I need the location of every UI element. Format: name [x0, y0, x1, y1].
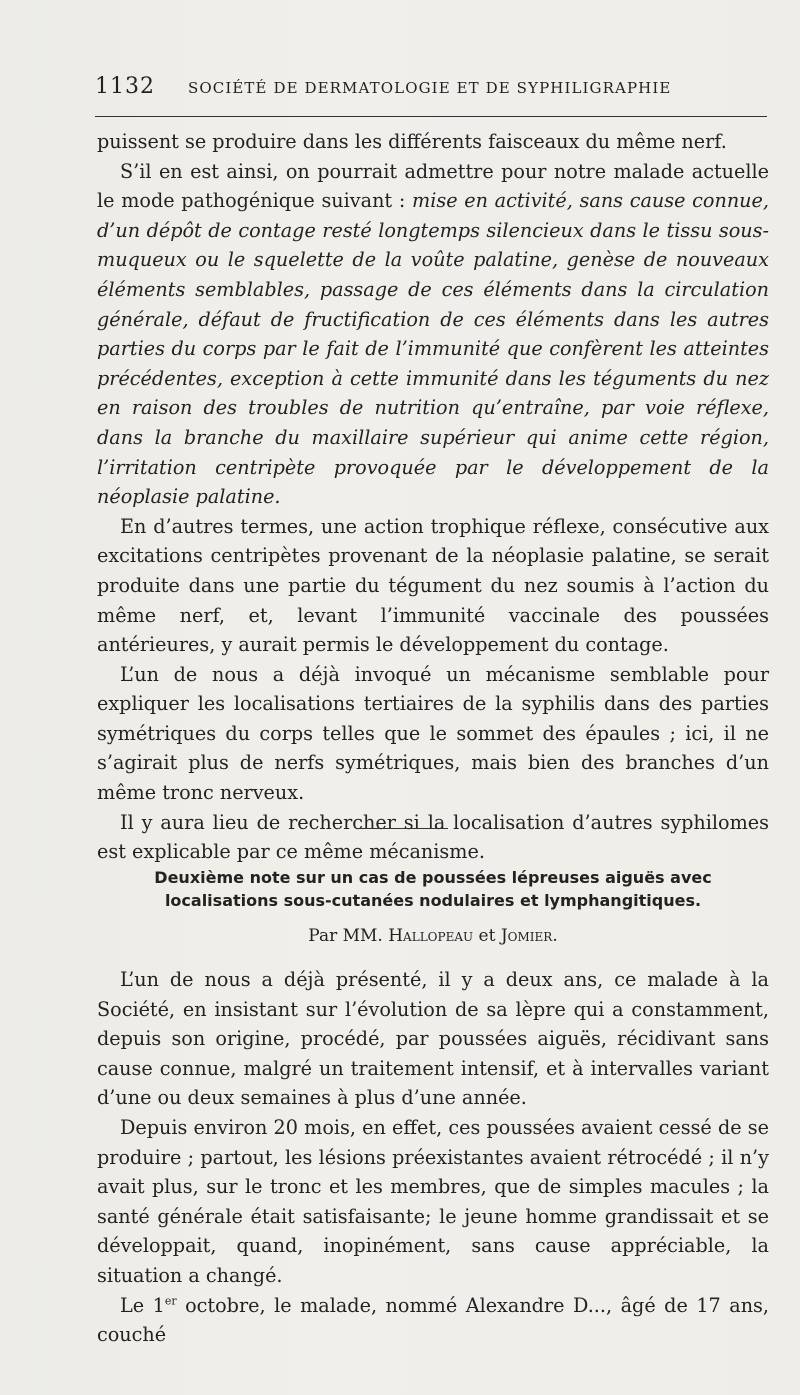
header-rule [95, 116, 767, 117]
paragraph: Depuis environ 20 mois, en effet, ces poussées avaient cessé de se produire ; partout, les lésions préexistantes avaient rétrocédé ; il n’y avait plus, sur le tronc et les membres, que de simples macules ; la santé générale était satisfaisante; le jeune homme grandissait et se développait, quand, inopinément, sans cause appréciable, la situation a changé. [97, 1115, 769, 1287]
section-title: Deuxième note sur un cas de poussées lépreuses aiguës avec localisations sous-cutanées nodulaires et lymphangitiques. [154, 868, 712, 910]
authors-line [97, 926, 769, 946]
author-name: Hallopeau [388, 926, 474, 946]
paragraph [97, 157, 769, 512]
article-continuation [97, 127, 769, 867]
page-number: 1132 [95, 74, 155, 99]
paragraph: En d’autres termes, une action trophique réflexe, consécutive aux excitations centripètes provenant de la néoplasie palatine, se serait produite dans une partie du tégument du nez soumis à l’action du même nerf, et, levant l’immunité vaccinale des poussées antérieures, y aurait permis le développement du contage. [97, 514, 769, 657]
paragraph-start: Le 1 [120, 1293, 165, 1317]
new-article-body [97, 965, 769, 1350]
paragraph: L’un de nous a déjà invoqué un mécanisme semblable pour expliquer les localisations tertiaires de la syphilis dans des parties symétriques du corps telles que le sommet des épaules ; ici, il ne s’agirait plus de nerfs symétriques, mais bien des branches d’un même tronc nerveux. [97, 662, 769, 805]
ordinal-superscript: er [164, 1294, 177, 1308]
paragraph-rest: octobre, le malade, nommé Alexandre D..., âgé de 17 ans, couché [97, 1293, 769, 1347]
paragraph-intro: S’il en est ainsi, on pourrait admettre pour notre malade actuelle le mode pathogénique suivant : [97, 159, 769, 213]
paragraph: L’un de nous a déjà présenté, il y a deux ans, ce malade à la Société, en insistant sur l’évolution de sa lèpre qui a constamment, depuis son origine, procédé, par poussées aiguës, récidivant sans cause connue, malgré un traitement intensif, et à intervalles variant d’une ou deux semaines à plus d’une année. [97, 968, 769, 1110]
authors-prefix: Par MM. [308, 926, 383, 946]
running-title: SOCIÉTÉ DE DERMATOLOGIE ET DE SYPHILIGRAPHIE [188, 79, 672, 97]
page-header [95, 74, 767, 104]
section-separator [358, 828, 448, 829]
paragraph: puissent se produire dans les différents faisceaux du même nerf. [97, 130, 727, 153]
paragraph [97, 1291, 769, 1350]
italic-passage: mise en activité, sans cause connue, d’un dépôt de contage resté longtemps silencieux dans le tissu sous-muqueux ou le squelette de la voûte palatine, genèse de nouveaux éléments semblables, passage de ces éléments dans la circulation générale, défaut de fructification de ces éléments dans les autres parties du corps par le fait de l’immunité que confèrent les atteintes précédentes, exception à cette immunité dans les téguments du nez en raison des troubles de nutrition qu’entraîne, par voie réflexe, dans la branche du maxillaire supérieur qui anime cette région, l’irritation centripète provoquée par le développement de la néoplasie palatine. [97, 189, 769, 509]
author-name: Jomier. [500, 926, 558, 946]
paragraph: Il y aura lieu de rechercher si la localisation d’autres syphilomes est explicable par ce même mécanisme. [97, 810, 769, 864]
authors-conjunction: et [478, 926, 496, 946]
